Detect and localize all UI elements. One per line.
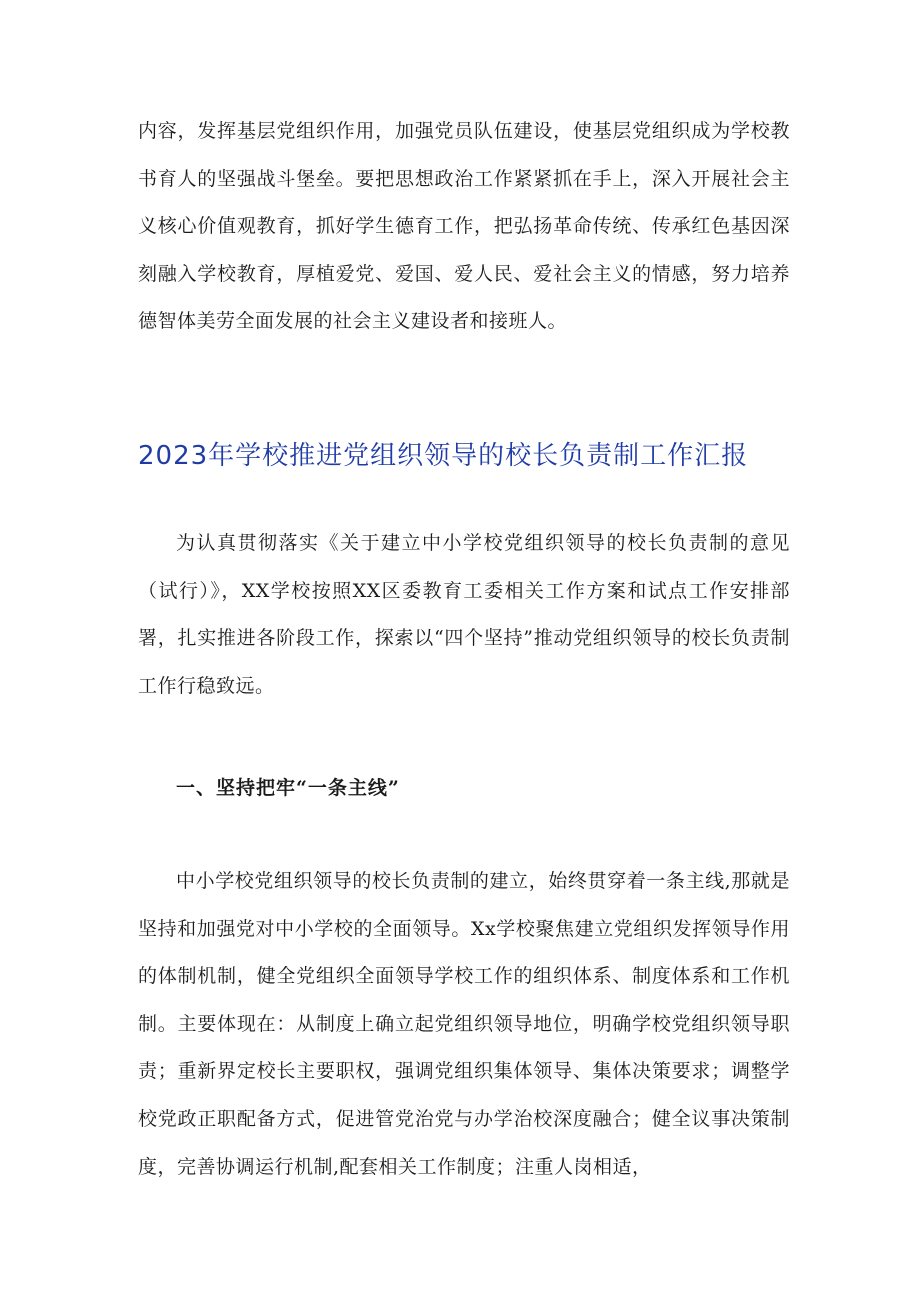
section-heading: 一、坚持把牢“一条主线” <box>176 777 400 799</box>
document-title: 2023年学校推进党组织领导的校长负责制工作汇报 <box>138 441 749 471</box>
section-paragraph: 中小学校党组织领导的校长负责制的建立，始终贯穿着一条主线,那就是坚持和加强党对中小学校的全面领导。Xx学校聚焦建立党组织发挥领导作用的体制机制，健全党组织全面领导学校工作的组织体系、制度体系和工作机制。主要体现在：从制度上确立起党组织领导地位，明确学校党组织领导职责；重新界定校长主要职权，强调党组织集体领导、集体决策要求；调整学校党政正职配备方式，促进管党治党与办学治校深度融合；健全议事决策制度，完善协调运行机制,配套相关工作制度；注重人岗相适， <box>138 870 790 1178</box>
lead-paragraph: 为认真贯彻落实《关于建立中小学校党组织领导的校长负责制的意见（试行）》，XX学校按照XX区委教育工委相关工作方案和试点工作安排部署，扎实推进各阶段工作，探索以“四个坚持”推动党组织领导的校长负责制工作行稳致远。 <box>138 532 790 697</box>
intro-paragraph: 内容，发挥基层党组织作用，加强党员队伍建设，使基层党组织成为学校教书育人的坚强战斗堡垒。要把思想政治工作紧紧抓在手上，深入开展社会主义核心价值观教育，抓好学生德育工作，把弘扬革命传统、传承红色基因深刻融入学校教育，厚植爱党、爱国、爱人民、爱社会主义的情感，努力培养德智体美劳全面发展的社会主义建设者和接班人。 <box>138 120 790 333</box>
